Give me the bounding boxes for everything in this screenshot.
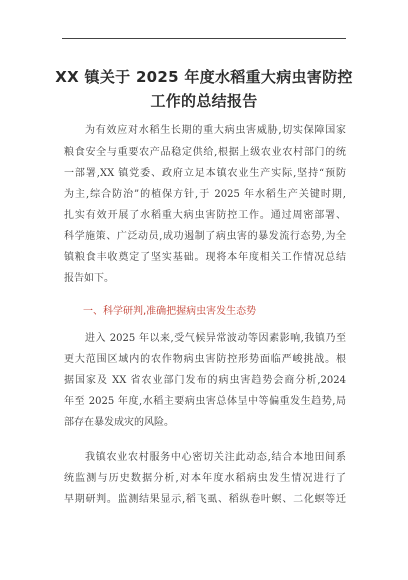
- paragraph-3-line-2: 统监测与历史数据分析,对本年度水稻病虫发生情况进行了: [64, 473, 346, 484]
- paragraph-2-line-3: 据国家及 XX 省农业部门发布的病虫害趋势会商分析,2024: [64, 375, 346, 386]
- header-rule: [62, 38, 346, 39]
- document-title-line-1: XX 镇关于 2025 年度水稻重大病虫害防控: [55, 68, 353, 86]
- paragraph-2-line-1: 进入 2025 年以来,受气候异常波动等因素影响,我镇乃至: [85, 333, 346, 344]
- paragraph-1-line-1: 为有效应对水稻生长期的重大病虫害威胁,切实保障国家: [85, 125, 346, 136]
- paragraph-1-line-4: 为主,综合防治”的植保方针,于 2025 年水稻生产关键时期,: [64, 189, 346, 200]
- document-title-line-2: 工作的总结报告: [150, 92, 258, 110]
- paragraph-1-line-2: 粮食安全与重要农产品稳定供给,根据上级农业农村部门的统: [64, 147, 346, 158]
- paragraph-3-line-3: 早期研判。监测结果显示,稻飞虱、稻纵卷叶螟、二化螟等迁: [64, 494, 346, 505]
- paragraph-1-line-3: 一部署,XX 镇党委、政府立足本镇农业生产实际,坚持“预防: [64, 168, 346, 179]
- paragraph-1-line-5: 扎实有效开展了水稻重大病虫害防控工作。通过周密部署、: [64, 210, 346, 221]
- paragraph-1-line-8: 报告如下。: [64, 273, 114, 284]
- paragraph-3-line-1: 我镇农业农村服务中心密切关注此动态,结合本地田间系: [85, 452, 346, 463]
- paragraph-2-line-2: 更大范围区域内的农作物病虫害防控形势面临严峻挑战。根: [64, 354, 346, 365]
- paragraph-2-line-4: 年至 2025 年度,水稻主要病虫害总体呈中等偏重发生趋势,局: [64, 396, 346, 407]
- paragraph-1-line-7: 镇粮食丰收奠定了坚实基础。现将本年度相关工作情况总结: [64, 252, 346, 263]
- section-heading: 一、科学研判,准确把握病虫害发生态势: [83, 306, 257, 317]
- paragraph-2-line-5: 部存在暴发成灾的风险。: [64, 417, 174, 428]
- paragraph-1-line-6: 科学施策、广泛动员,成功遏制了病虫害的暴发流行态势,为全: [64, 231, 346, 242]
